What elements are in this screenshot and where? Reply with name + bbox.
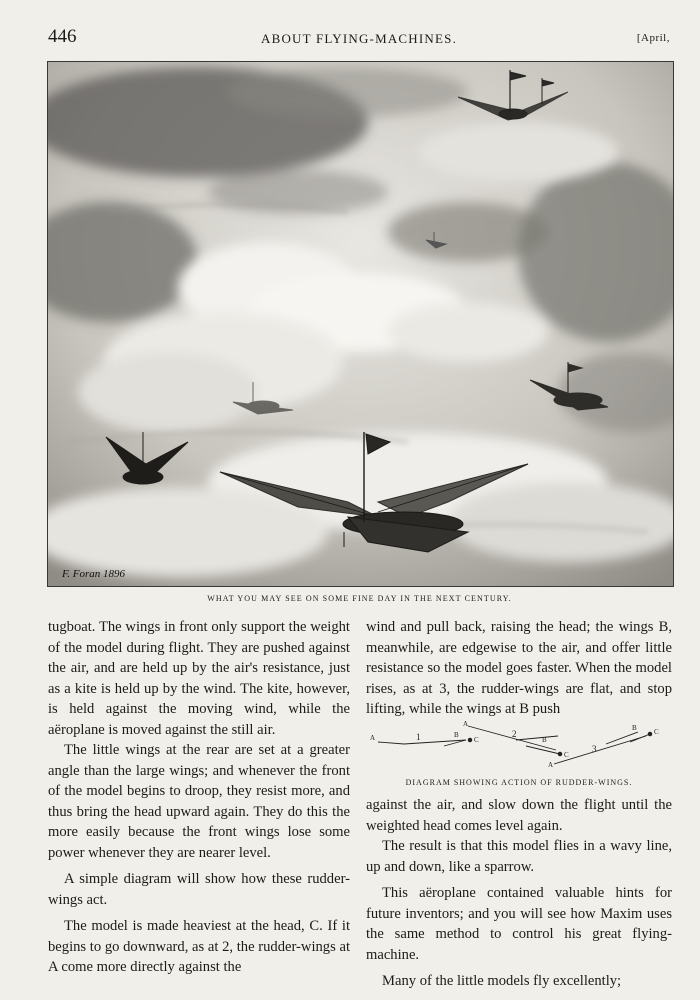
diagram-label-2: 2 <box>512 729 517 739</box>
diagram-caption: DIAGRAM SHOWING ACTION OF RUDDER-WINGS. <box>405 778 633 787</box>
diagram-figure-3 <box>554 732 652 764</box>
diagram-label-3: 3 <box>592 744 597 754</box>
artist-signature: F. Foran 1896 <box>62 568 126 580</box>
right-paragraph-4: This aëroplane contained valuable hints for future inventors; and you will see how Maxim uses the same method to control his great flying-machine. <box>366 885 672 963</box>
diagram-label-b2: B <box>542 736 547 744</box>
diagram-label-a2: A <box>463 720 469 728</box>
diagram-label-a1: A <box>370 734 376 742</box>
right-column-bottom <box>366 795 672 992</box>
left-paragraph-1: tugboat. The wings in front only support the weight of the model during flight. They are pushed against the air, and are held up by the air's resistance, just as a kite is held up by the wind. The kite, however, is held against the moving wind, while the aëroplane is moved against the still air. <box>48 619 350 738</box>
left-paragraph-4: The model is made heaviest at the head, C. If it begins to go downward, as at 2, the rudder-wings at A come more directly against the <box>48 918 350 975</box>
illustration-caption: WHAT YOU MAY SEE ON SOME FINE DAY IN THE NEXT CENTURY. <box>207 594 512 603</box>
diagram-label-c2: C <box>564 751 569 759</box>
right-paragraph-5: Many of the little models fly excellently; <box>382 973 622 989</box>
page-header <box>48 26 670 50</box>
right-paragraph-2: against the air, and slow down the flight until the weighted head comes level again. <box>366 797 672 834</box>
illustration-plate <box>47 61 674 587</box>
diagram-label-b3: B <box>632 724 637 732</box>
left-paragraph-2: The little wings at the rear are set at a greater angle than the large wings; and whenever the front of the model begins to droop, they resist more, and thus bring the head upward again. They do this the more easily because the front wings lose some power whenever they are nearer level. <box>48 742 350 861</box>
left-paragraph-3: A simple diagram will show how these rudder-wings act. <box>48 871 350 908</box>
diagram-label-a3: A <box>548 761 554 769</box>
right-paragraph-1: wind and pull back, raising the head; the wings B, meanwhile, are edgewise to the air, and offer little resistance so the model goes faster. When the model rises, as at 3, the rudder-wings are flat, and stop lifting, while the wings at B push <box>366 619 672 717</box>
running-month: [April, <box>636 32 670 44</box>
diagram-label-c3: C <box>654 728 659 736</box>
diagram-label-1: 1 <box>416 732 421 742</box>
running-title: ABOUT FLYING-MACHINES. <box>260 31 458 46</box>
diagram-label-b1: B <box>454 731 459 739</box>
sky-illustration <box>48 62 673 586</box>
diagram-label-c1: C <box>474 736 479 744</box>
right-column-top <box>366 617 672 720</box>
page-number: 446 <box>48 26 77 47</box>
right-paragraph-3: The result is that this model flies in a wavy line, up and down, like a sparrow. <box>366 838 672 875</box>
left-column <box>48 617 350 978</box>
diagram-figure-1 <box>378 738 472 746</box>
rudder-wings-diagram <box>366 720 672 770</box>
